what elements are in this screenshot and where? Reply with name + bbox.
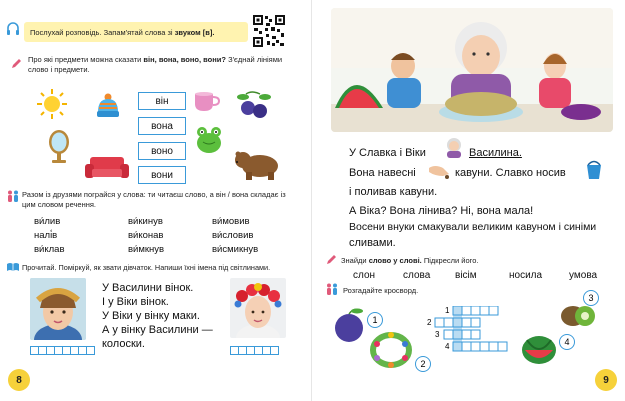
- find-task-bold: слово у слові.: [368, 256, 422, 265]
- page-number-left: 8: [8, 369, 30, 391]
- read-task: Прочитай. Поміркуй, як звати дівчаток. Напиши їхні імена під світлинами.: [22, 263, 271, 272]
- clue-number-3: 3: [583, 290, 599, 306]
- story-line-3: Вона навесні: [349, 167, 416, 179]
- story-line-2: Василина.: [469, 147, 522, 159]
- headphones-icon: [6, 22, 20, 36]
- question-1-text: Про які предмети можна сказати: [28, 55, 142, 64]
- frog-icon: [192, 124, 226, 156]
- photo-girl-poppy-wreath: [230, 278, 286, 338]
- word-col3-2: ви́словив: [212, 230, 254, 241]
- question-1-rest: З'єднай лініями слово і предмети.: [28, 55, 283, 74]
- find-word-3[interactable]: вісім: [455, 270, 477, 281]
- find-word-2[interactable]: слова: [403, 270, 431, 281]
- question-1-pronouns: він, вона, воно, вони?: [143, 55, 226, 64]
- word-col2-2: ви́конав: [128, 230, 164, 241]
- cup-icon: [192, 90, 222, 114]
- pencil-icon-2: [325, 254, 337, 266]
- mirror-icon: [46, 128, 72, 164]
- word-box-vona[interactable]: вона: [138, 117, 186, 135]
- wreath-clue-icon: [369, 330, 413, 370]
- clue-number-4: 4: [559, 334, 575, 350]
- cross-number-2: 2: [427, 318, 432, 327]
- word-col1-3: ви́клав: [34, 244, 65, 255]
- cross-number-4: 4: [445, 342, 450, 351]
- answer-boxes-1[interactable]: [30, 346, 94, 355]
- right-page: [313, 0, 625, 401]
- listen-instruction: Послухай розповідь. Запам'ятай слова зі: [30, 28, 173, 37]
- poem-line-3: У Віки у вінку маки.: [102, 310, 200, 322]
- find-task-text: Знайди: [341, 256, 367, 265]
- bear-icon: [232, 146, 284, 182]
- sound-label: звуком [в].: [174, 28, 215, 37]
- word-box-voni[interactable]: вони: [138, 166, 186, 184]
- story-line-8: сливами.: [349, 237, 396, 249]
- poem-line-1: У Василини вінок.: [102, 282, 194, 294]
- hat-icon: [94, 92, 122, 120]
- people-icon-2: [325, 283, 339, 295]
- answer-boxes-2[interactable]: [230, 346, 278, 355]
- bucket-icon: [585, 160, 603, 180]
- clue-number-1: 1: [367, 312, 383, 328]
- word-col1-1: ви́лив: [34, 216, 61, 227]
- poem-line-2: І у Віки вінок.: [102, 296, 169, 308]
- story-line-7: Восени внуки смакували великим кавуном і синіми: [349, 221, 597, 233]
- hand-planting-icon: [427, 160, 451, 180]
- illustration-family-watermelon: [331, 8, 613, 132]
- photo-girl-wheat-wreath: [30, 278, 86, 340]
- plum-clue-icon: [331, 306, 367, 344]
- poem-line-5: колоски.: [102, 338, 145, 350]
- grandma-icon: [443, 136, 465, 158]
- story-line-6: А Віка? Вона лінива? Ні, вона мала!: [349, 205, 534, 217]
- pencil-icon: [10, 58, 22, 70]
- sun-icon: [36, 88, 68, 120]
- clue-number-2: 2: [415, 356, 431, 372]
- crossword-task: Розгадайте кросворд.: [343, 286, 419, 295]
- sofa-icon: [84, 154, 130, 182]
- cross-number-3: 3: [435, 330, 440, 339]
- find-word-5[interactable]: умова: [569, 270, 598, 281]
- story-line-4: кавуни. Славко носив: [455, 167, 566, 179]
- find-word-1[interactable]: слон: [353, 270, 376, 281]
- cross-number-1: 1: [445, 306, 450, 315]
- word-col1-2: налі́в: [34, 230, 58, 241]
- left-page: [0, 0, 312, 401]
- word-box-vin[interactable]: він: [138, 92, 186, 110]
- word-col2-1: ви́кинув: [128, 216, 163, 227]
- qr-code-icon[interactable]: [252, 14, 286, 48]
- story-line-1: У Славка і Віки: [349, 147, 426, 159]
- poem-line-4: А у вінку Василини —: [102, 324, 213, 336]
- find-word-4[interactable]: носила: [509, 270, 543, 281]
- story-line-5: і поливав кавуни.: [349, 186, 438, 198]
- people-icon: [6, 190, 20, 202]
- watermelon-clue-icon: [519, 332, 559, 368]
- find-task-rest: Підкресли його.: [423, 256, 479, 265]
- book-icon: [6, 262, 20, 272]
- word-col3-3: ви́смикнув: [212, 244, 259, 255]
- word-col2-3: ви́мкнув: [128, 244, 165, 255]
- plum-icon: [236, 88, 272, 124]
- page-number-right: 9: [595, 369, 617, 391]
- word-col3-1: ви́мовив: [212, 216, 250, 227]
- game-instruction: Разом із друзями пограйся у слова: ти читаєш слово, а він / вона складає із цим словом речення.: [22, 190, 286, 209]
- word-box-vono[interactable]: воно: [138, 142, 186, 160]
